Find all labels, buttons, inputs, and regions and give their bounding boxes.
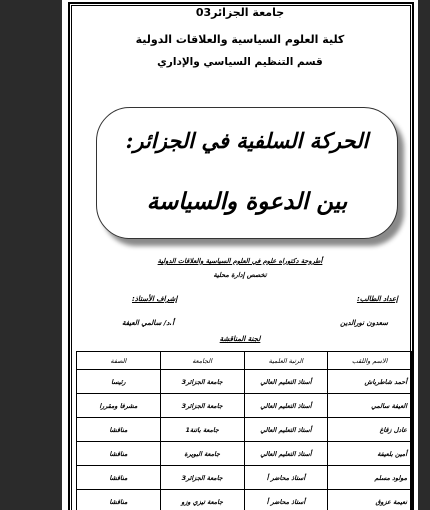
jury-member-university: جامعة الجزائر3 bbox=[160, 466, 244, 490]
table-row bbox=[77, 490, 412, 510]
thesis-degree: أطروحة دكتوراه علوم في العلوم السياسية والعلاقات الدولية bbox=[157, 257, 323, 265]
jury-member-name: العيفة سالمي bbox=[328, 394, 412, 418]
table-row bbox=[77, 394, 412, 418]
jury-member-role: مناقشا bbox=[77, 466, 161, 490]
jury-member-university: جامعة البويرة bbox=[160, 442, 244, 466]
jury-member-rank: أستاذ التعليم العالي bbox=[244, 370, 328, 394]
jury-member-name: نعيمة عزوق bbox=[328, 490, 412, 510]
faculty-name: كلية العلوم السياسية والعلاقات الدولية bbox=[135, 33, 345, 46]
jury-member-name: مولود مسلم bbox=[328, 466, 412, 490]
department-name: قسم التنظيم السياسي والإداري bbox=[157, 56, 323, 68]
jury-member-university: جامعة باتنة1 bbox=[160, 418, 244, 442]
col-role-header: الصفة bbox=[77, 352, 161, 370]
thesis-title-line2: بين الدعوة والسياسة bbox=[146, 188, 348, 215]
jury-member-rank: أستاذ محاضر أ bbox=[244, 490, 328, 510]
jury-header-row bbox=[77, 352, 412, 370]
col-university-header: الجامعة bbox=[160, 352, 244, 370]
jury-member-name: أحمد شاطرباش bbox=[328, 370, 412, 394]
jury-member-role: مناقشا bbox=[77, 490, 161, 510]
jury-member-name: عادل زقاغ bbox=[328, 418, 412, 442]
table-row bbox=[77, 442, 412, 466]
jury-member-rank: أستاذ التعليم العالي bbox=[244, 442, 328, 466]
table-row bbox=[77, 418, 412, 442]
jury-table bbox=[76, 351, 412, 510]
thesis-title-box bbox=[96, 107, 398, 239]
jury-member-rank: أستاذ التعليم العالي bbox=[244, 394, 328, 418]
viewer-right-margin bbox=[418, 0, 430, 510]
supervisor-label: إشراف الأستاذ: bbox=[132, 295, 178, 303]
student-name: سعدون نورالدين bbox=[340, 319, 388, 327]
jury-member-university: جامعة الجزائر3 bbox=[160, 394, 244, 418]
jury-member-role: رئيسا bbox=[77, 370, 161, 394]
col-name-header: الاسم واللقب bbox=[328, 352, 412, 370]
jury-member-university: جامعة الجزائر3 bbox=[160, 370, 244, 394]
jury-member-role: مناقشا bbox=[77, 418, 161, 442]
col-rank-header: الرتبة العلمية bbox=[244, 352, 328, 370]
jury-member-role: مشرفا ومقررا bbox=[77, 394, 161, 418]
thesis-title-line1: الحركة السلفية في الجزائر: bbox=[125, 128, 369, 153]
jury-member-rank: أستاذ محاضر أ bbox=[244, 466, 328, 490]
jury-member-role: مناقشا bbox=[77, 442, 161, 466]
table-row bbox=[77, 370, 412, 394]
document-page bbox=[62, 0, 418, 510]
supervisor-name: أ.د/ سالمي العيفة bbox=[122, 319, 175, 327]
university-name: جامعة الجزائر03 bbox=[195, 6, 285, 19]
committee-title: لجنة المناقشة bbox=[219, 335, 261, 343]
thesis-specialization: تخصص إدارة محلية bbox=[213, 271, 267, 279]
jury-member-university: جامعة تيزي وزو bbox=[160, 490, 244, 510]
student-label: إعداد الطالب: bbox=[356, 295, 398, 303]
jury-member-rank: أستاذ التعليم العالي bbox=[244, 418, 328, 442]
table-row bbox=[77, 466, 412, 490]
viewer-left-margin bbox=[0, 0, 60, 510]
jury-member-name: أمين بلعيفة bbox=[328, 442, 412, 466]
